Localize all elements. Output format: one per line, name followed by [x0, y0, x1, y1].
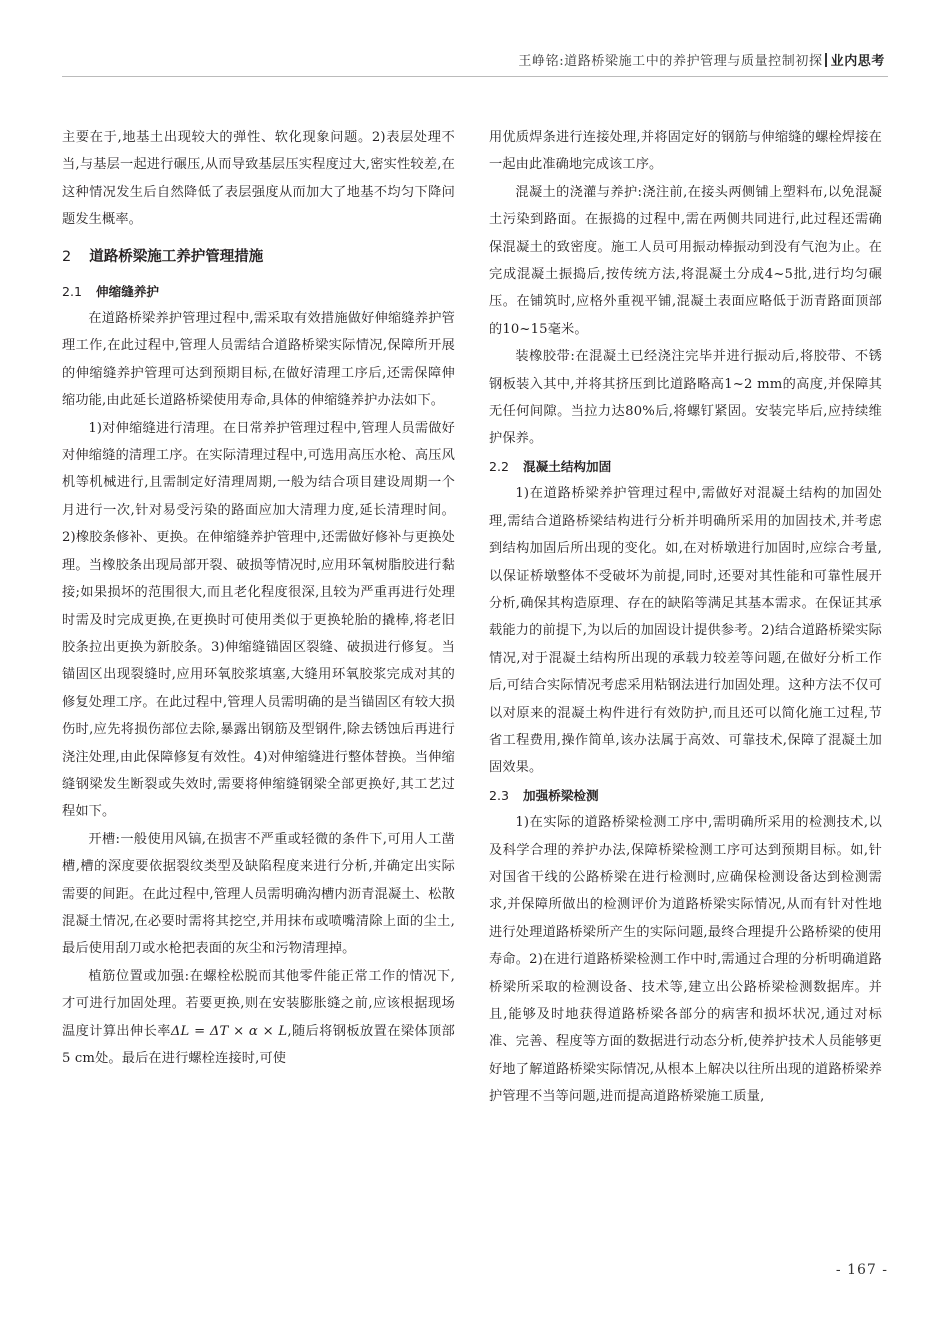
paragraph-text: 植筋位置或加强:在螺栓松脱而其他零件能正常工作的情况下,才可进行加固处理。若要更换,则在安装膨胀缝之前,应该根据现场温度计算出伸长率: [62, 968, 455, 1039]
paragraph: 在道路桥梁养护管理过程中,需采取有效措施做好伸缩缝养护管理工作,在此过程中,管理人员需结合道路桥梁实际情况,保障所开展的伸缩缝养护管理可达到预期目标,在做好清理工序后,还需保障伸缩功能,由此延长道路桥梁使用寿命,具体的伸缩缝养护办法如下。: [62, 311, 455, 409]
header-rule: [62, 76, 888, 77]
running-header: [470, 50, 885, 69]
page-number: - 167 -: [835, 1262, 888, 1278]
section-number: 2.3: [489, 787, 510, 803]
elongation-formula: ΔL = ΔT × α × L: [170, 1023, 288, 1039]
paragraph: 混凝土的浇灌与养护:浇注前,在接头两侧铺上塑料布,以免混凝土污染到路面。在振捣的过程中,需在两侧共同进行,此过程还需确保混凝土的致密度。施工人员可用振动棒振动到没有气泡为止。在完成混凝土振捣后,按传统方法,将混凝土分成4~5批,进行均匀碾压。在铺筑时,应格外重视平铺,混凝土表面应略低于沥青路面顶部的10~15毫米。: [489, 184, 882, 337]
section-2-heading: [62, 245, 455, 269]
section-number: 2.2: [489, 458, 510, 474]
intro-paragraph: 主要在于,地基土出现较大的弹性、软化现象问题。2)表层处理不当,与基层一起进行碾压,从而导致基层压实程度过大,密实性较差,在这种情况发生后自然降低了表层强度从而加大了地基不均匀下降问题发生概率。: [62, 130, 455, 228]
paragraph: 开槽:一般使用风镐,在损害不严重或轻微的条件下,可用人工凿槽,槽的深度要依据裂纹类型及缺陷程度来进行分析,并确定出实际需要的间距。在此过程中,管理人员需明确沟槽内沥青混凝土、松散混凝土情况,在必要时需将其挖空,并用抹布或喷嘴清除上面的尘土,最后使用刮刀或水枪把表面的灰尘和污物清理掉。: [62, 831, 455, 957]
paragraph: 1)在实际的道路桥梁检测工序中,需明确所采用的检测技术,以及科学合理的养护办法,保障桥梁检测工序可达到预期目标。如,针对国省干线的公路桥梁在进行检测时,应确保检测设备达到检测需求,并保障所做出的检测评价为道路桥梁实际情况,从而有针对性地进行处理道路桥梁所产生的实际问题,最终合理提升公路桥梁的使用寿命。2)在进行道路桥梁检测工作中时,需通过合理的分析明确道路桥梁所采取的检测设备、技术等,建立出公路桥梁检测数据库。并且,能够及时地获得道路桥梁各部分的病害和损坏状况,通过对标准、完善、程度等方面的数据进行动态分析,使养护技术人员能够更好地了解道路桥梁实际情况,从根本上解决以往所出现的道路桥梁养护管理不当等问题,进而提高道路桥梁施工质量,: [489, 815, 882, 1105]
paragraph: 用优质焊条进行连接处理,并将固定好的钢筋与伸缩缝的螺栓焊接在一起由此准确地完成该工序。: [489, 130, 882, 173]
section-2-2-heading: [489, 453, 882, 480]
paragraph-with-formula: [62, 963, 455, 1073]
section-2-3-heading: [489, 782, 882, 809]
section-2-1-heading: [62, 278, 455, 305]
section-number: 2: [62, 248, 72, 265]
paragraph: 1)在道路桥梁养护管理过程中,需做好对混凝土结构的加固处理,需结合道路桥梁结构进行分析并明确所采用的加固技术,并考虑到结构加固后所出现的变化。如,在对桥墩进行加固时,应综合考量,以保证桥墩整体不受破坏为前提,同时,还要对其性能和可靠性展开分析,确保其构造原理、存在的缺陷等满足其基本需求。在保证其承载能力的前提下,为以后的加固设计提供参考。2)结合道路桥梁实际情况,对于混凝土结构所出现的承载力较差等问题,在做好分析工作后,可结合实际情况考虑采用粘钢法进行加固处理。这种方法不仅可以对原来的混凝土构件进行有效防护,而且还可以简化施工过程,节省工程费用,操作简单,该办法属于高效、可靠技术,保障了混凝土加固效果。: [489, 486, 882, 776]
header-separator: [825, 53, 827, 67]
paragraph: 1)对伸缩缝进行清理。在日常养护管理过程中,管理人员需做好对伸缩缝的清理工序。在实际清理过程中,可选用高压水枪、高压风机等机械进行,且需制定好清理周期,一般为结合项目建设周期一个月进行一次,针对易受污染的路面应加大清理力度,延长清理时间。2)橡胶条修补、更换。在伸缩缝养护管理中,还需做好修补与更换处理。当橡胶条出现局部开裂、破损等情况时,应用环氧树脂胶进行黏接;如果损坏的范围很大,而且老化程度很深,且较为严重再进行处理时需及时完成更换,在更换时可使用类似于更换轮胎的撬棒,将老旧胶条拉出更换为新胶条。3)伸缩缝锚固区裂缝、破损进行修复。当锚固区出现裂缝时,应用环氧胶浆填塞,大缝用环氧胶浆完成对其的修复处理工序。在此过程中,管理人员需明确的是当锚固区有较大损伤时,应先将损伤部位去除,暴露出钢筋及型钢件,除去锈蚀后再进行浇注处理,由此保障修复有效性。4)对伸缩缝进行整体替换。当伸缩缝钢梁发生断裂或失效时,需要将伸缩缝钢梁全部更换好,其工艺过程如下。: [62, 420, 455, 820]
column-name: 业内思考: [830, 54, 885, 69]
right-column: [489, 124, 882, 1111]
section-title: 道路桥梁施工养护管理措施: [89, 248, 264, 265]
paragraph: 装橡胶带:在混凝土已经浇注完毕并进行振动后,将胶带、不锈钢板装入其中,并将其挤压到比道路略高1~2 mm的高度,并保障其无任何间隙。当拉力达80%后,将螺钉紧固。安装完毕后,应持续维护保养。: [489, 349, 882, 447]
left-column: [62, 124, 455, 1072]
section-title: 伸缩缝养护: [96, 283, 159, 299]
paragraph-text: ,随后将钢板放置在梁体顶部5 cm处。最后在进行螺栓连接时,可使: [62, 1023, 455, 1066]
running-title: 王峥铭:道路桥梁施工中的养护管理与质量控制初探: [518, 54, 823, 69]
section-title: 加强桥梁检测: [523, 787, 599, 803]
section-title: 混凝土结构加固: [523, 458, 612, 474]
section-number: 2.1: [62, 283, 83, 299]
